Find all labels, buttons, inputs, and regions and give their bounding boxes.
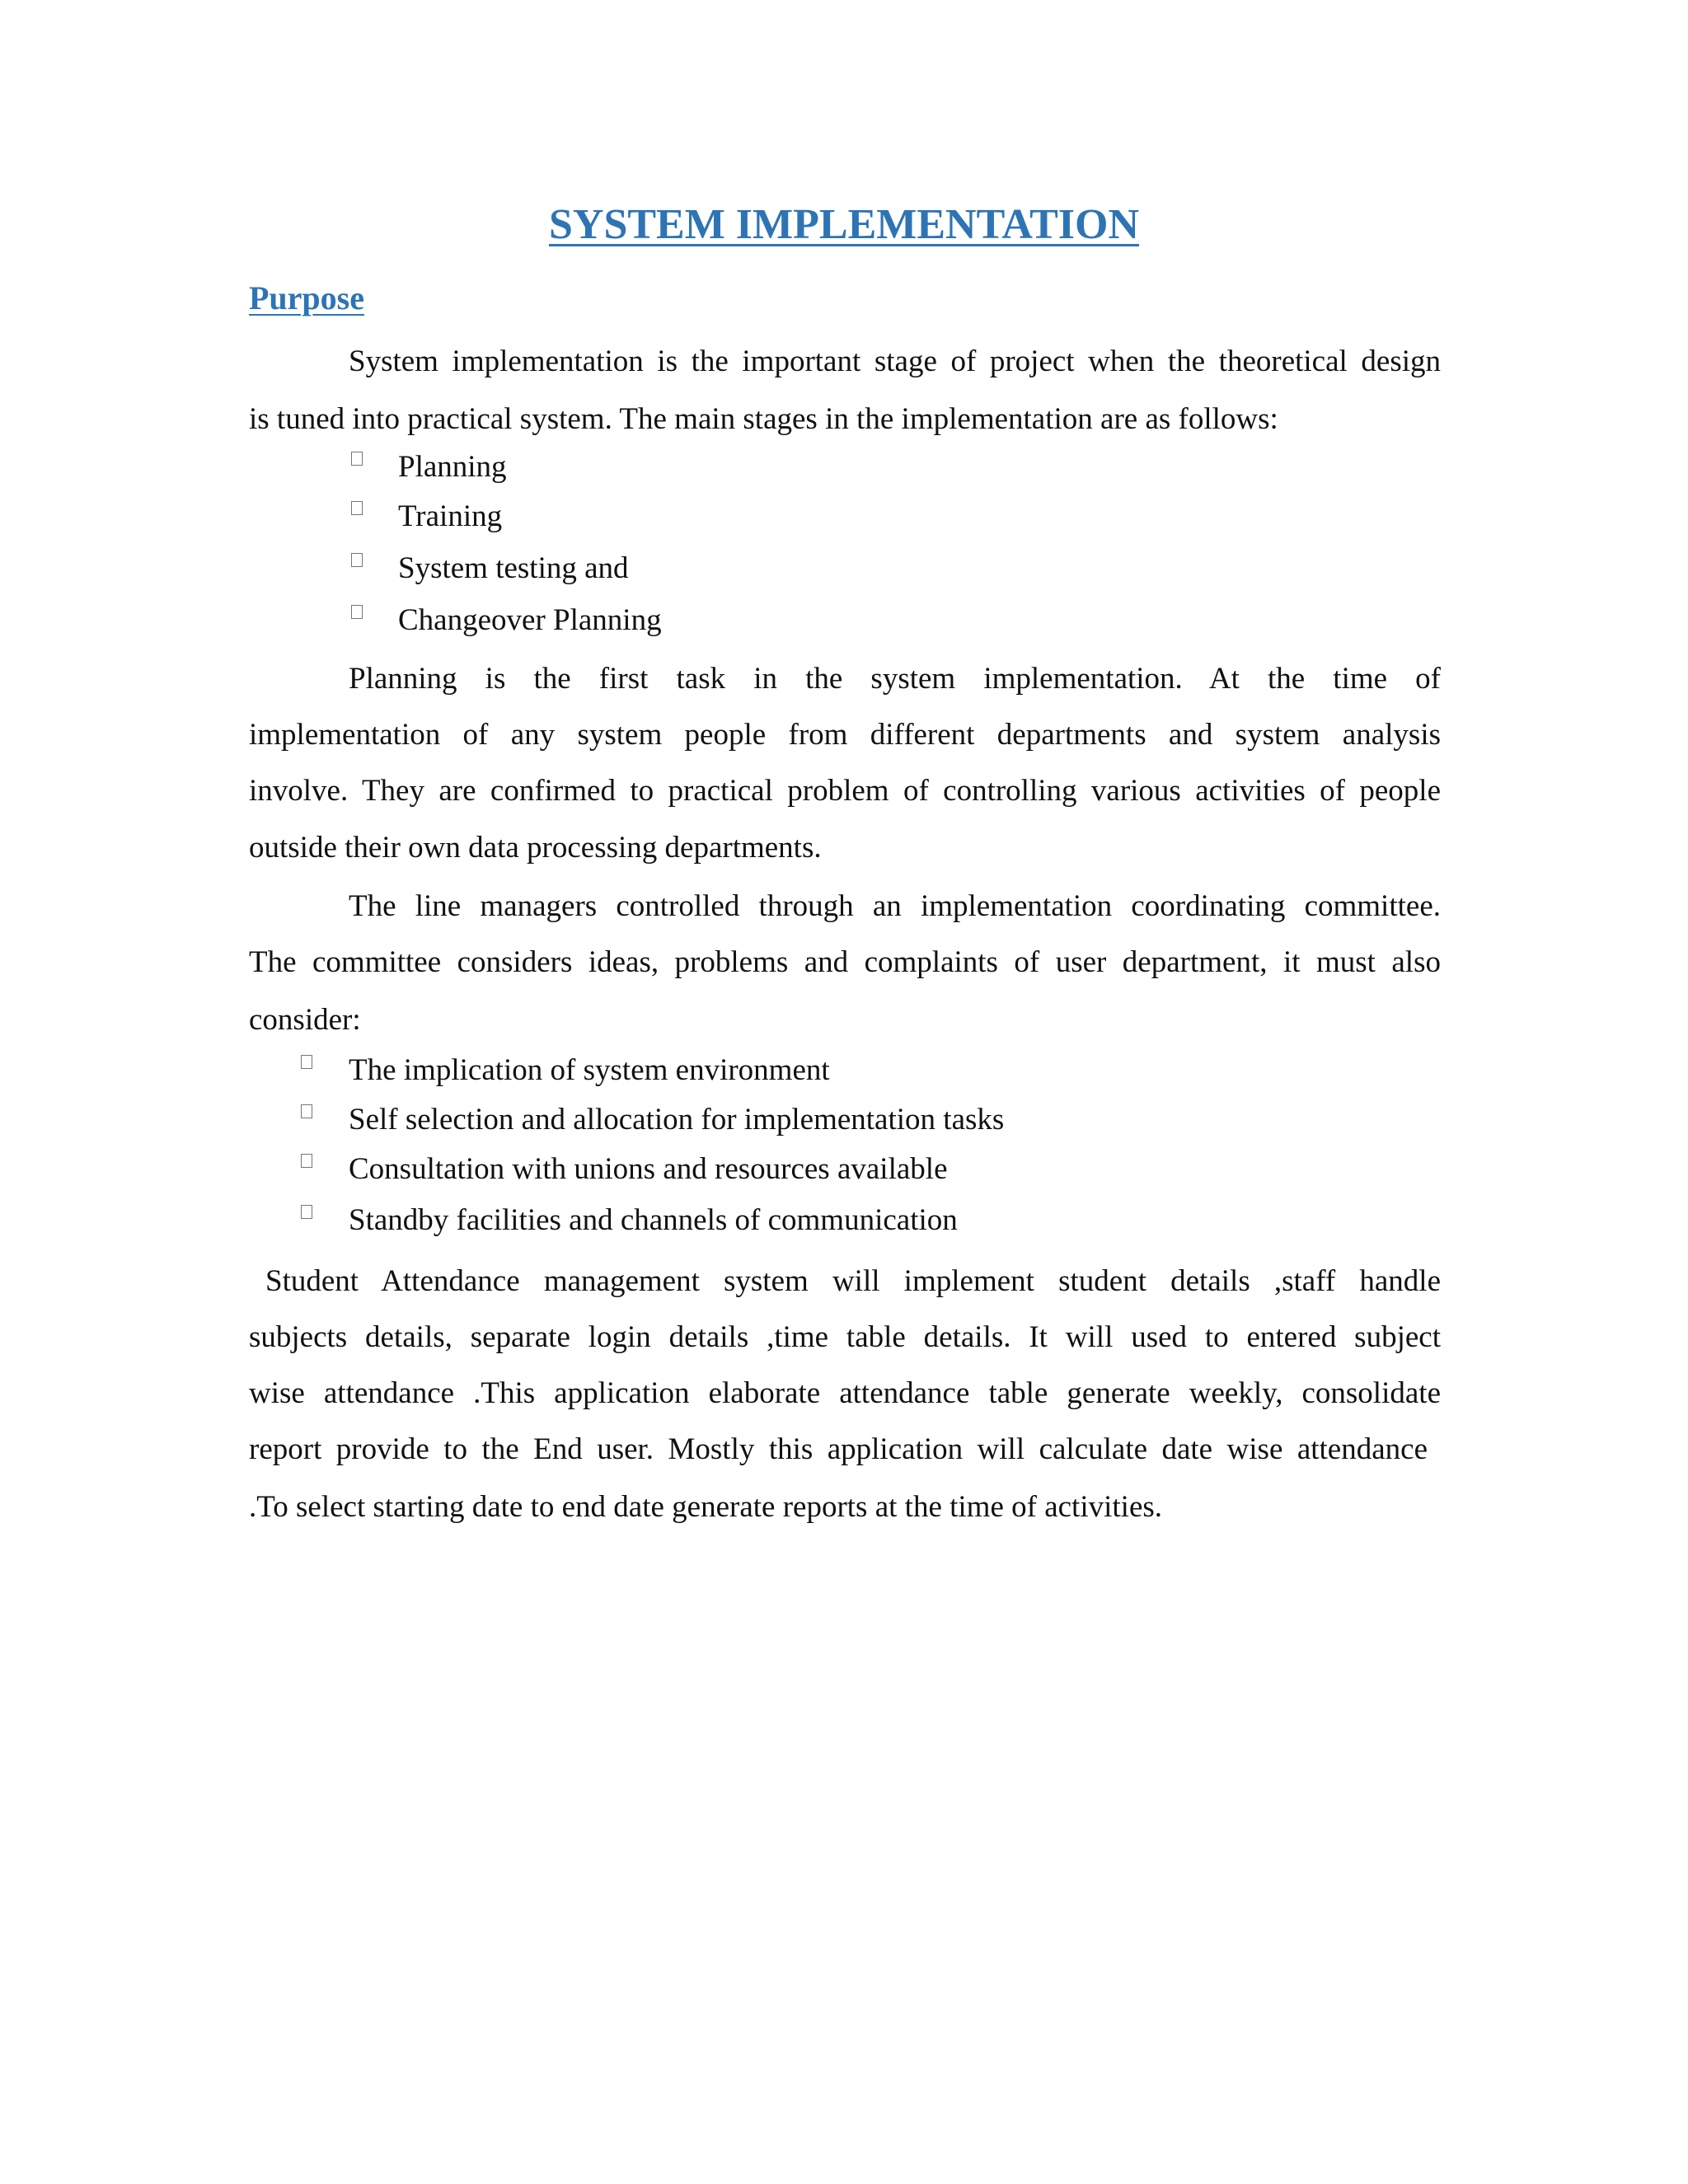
- paragraph-line: consider:: [249, 1003, 361, 1037]
- paragraph-line: subjects details, separate login details ,time table details. It will used to entered subject: [249, 1320, 1441, 1354]
- list-item-text: System testing and: [398, 551, 629, 585]
- checkbox-bullet-icon: [351, 605, 363, 619]
- list-item-text: Training: [398, 499, 503, 533]
- checkbox-bullet-icon: [351, 553, 363, 567]
- section-heading-purpose: Purpose: [249, 279, 364, 316]
- list-item-text: Changeover Planning: [398, 603, 662, 637]
- checkbox-bullet-icon: [301, 1055, 312, 1069]
- paragraph-line: The line managers controlled through an implementation coordinating committee.: [349, 889, 1441, 923]
- checkbox-bullet-icon: [301, 1205, 312, 1219]
- paragraph-line: implementation of any system people from different departments and system analysis: [249, 718, 1441, 752]
- list-item-text: Planning: [398, 450, 507, 484]
- paragraph-line: involve. They are confirmed to practical problem of controlling various activities of people: [249, 774, 1441, 808]
- paragraph-line: is tuned into practical system. The main stages in the implementation are as follows:: [249, 402, 1278, 436]
- paragraph-line: report provide to the End user. Mostly this application will calculate date wise attendance: [249, 1432, 1428, 1466]
- paragraph-line: System implementation is the important stage of project when the theoretical design: [349, 344, 1441, 378]
- paragraph-line: Student Attendance management system will implement student details ,staff handle: [265, 1264, 1441, 1298]
- list-item-text: Standby facilities and channels of communication: [349, 1203, 958, 1237]
- list-item-text: The implication of system environment: [349, 1053, 830, 1087]
- checkbox-bullet-icon: [351, 452, 363, 466]
- paragraph-line: wise attendance .This application elaborate attendance table generate weekly, consolidate: [249, 1376, 1441, 1410]
- paragraph-line: .To select starting date to end date generate reports at the time of activities.: [249, 1490, 1163, 1524]
- page-title: SYSTEM IMPLEMENTATION: [548, 201, 1140, 248]
- list-item-text: Self selection and allocation for implementation tasks: [349, 1103, 1005, 1137]
- paragraph-line: outside their own data processing departments.: [249, 831, 822, 865]
- checkbox-bullet-icon: [301, 1154, 312, 1168]
- checkbox-bullet-icon: [301, 1104, 312, 1118]
- checkbox-bullet-icon: [351, 501, 363, 515]
- paragraph-line: The committee considers ideas, problems and complaints of user department, it must also: [249, 945, 1441, 979]
- list-item-text: Consultation with unions and resources available: [349, 1152, 948, 1186]
- paragraph-line: Planning is the first task in the system implementation. At the time of: [349, 662, 1441, 696]
